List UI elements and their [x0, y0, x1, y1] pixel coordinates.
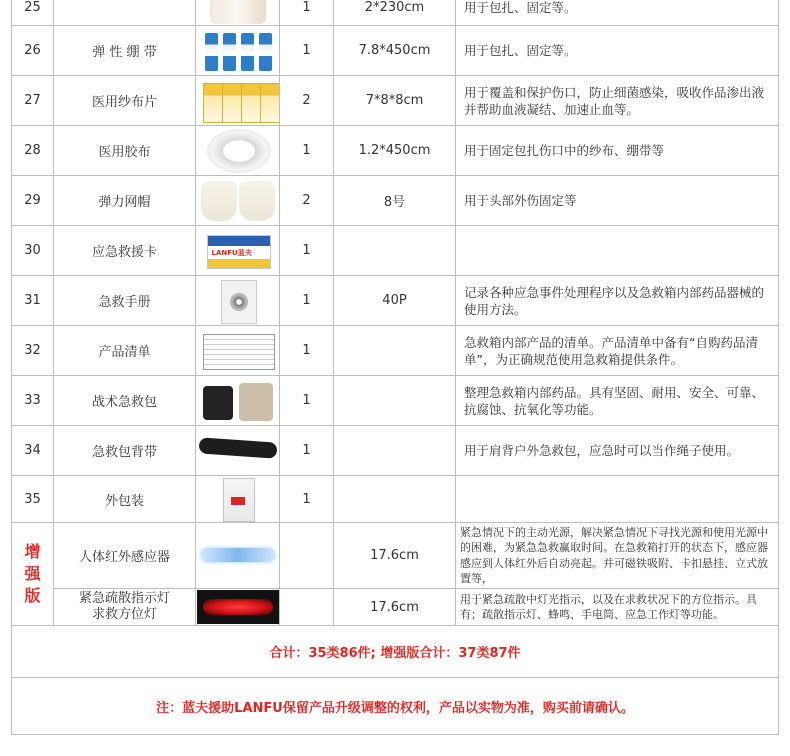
specification — [334, 376, 456, 426]
enhanced-row — [12, 523, 779, 589]
product-name: 应急救援卡 — [54, 226, 196, 276]
bandage-roll-image — [210, 0, 266, 24]
table-row — [12, 476, 779, 523]
row-number: 25 — [12, 0, 54, 26]
product-name: 医用纱布片 — [54, 76, 196, 126]
row-number: 34 — [12, 426, 54, 476]
description: 紧急情况下的主动光源，解决紧急情况下寻找光源和使用光源中的困难，为紧急急救赢取时间。在急救箱打开的状态下，感应器感应到人体红外后自动亮起。并可磁铁吸附、卡扣悬挂、立式放置等， — [456, 523, 779, 589]
product-image — [196, 376, 280, 426]
quantity — [280, 523, 334, 589]
row-number: 33 — [12, 376, 54, 426]
row-number: 31 — [12, 276, 54, 326]
product-image — [196, 126, 280, 176]
specification: 1.2*450cm — [334, 126, 456, 176]
card-logo: LANFU蓝夫 — [211, 248, 252, 257]
first-aid-manual-image — [197, 278, 279, 324]
description — [456, 476, 779, 523]
tactical-bag-image — [197, 378, 279, 424]
specification: 40P — [334, 276, 456, 326]
table-row — [12, 276, 779, 326]
elastic-net-cap-image — [197, 178, 279, 224]
table-row — [12, 26, 779, 76]
quantity: 1 — [280, 376, 334, 426]
quantity: 2 — [280, 176, 334, 226]
row-number: 35 — [12, 476, 54, 523]
product-name: 急救手册 — [54, 276, 196, 326]
quantity: 1 — [280, 326, 334, 376]
specification: 8号 — [334, 176, 456, 226]
enhanced-row — [12, 589, 779, 626]
row-number: 27 — [12, 76, 54, 126]
product-name: 战术急救包 — [54, 376, 196, 426]
enhanced-edition-label: 增 强 版 — [12, 523, 54, 626]
product-name: 人体红外感应器 — [54, 523, 196, 589]
product-list-sheet-image — [197, 328, 279, 374]
product-name: 医用胶布 — [54, 126, 196, 176]
product-name: 弹力网帽 — [54, 176, 196, 226]
quantity: 1 — [280, 226, 334, 276]
quantity: 2 — [280, 76, 334, 126]
bag-strap-image — [197, 428, 279, 474]
product-image — [196, 76, 280, 126]
specification: 17.6cm — [334, 589, 456, 626]
description: 整理急救箱内部药品。具有坚固、耐用、安全、可靠、抗腐蚀、抗氧化等功能。 — [456, 376, 779, 426]
table-row — [12, 326, 779, 376]
table-row — [12, 176, 779, 226]
product-image — [196, 426, 280, 476]
row-number: 32 — [12, 326, 54, 376]
table-row — [12, 0, 779, 26]
specification — [334, 226, 456, 276]
quantity: 1 — [280, 476, 334, 523]
table-row — [12, 226, 779, 276]
product-image — [196, 476, 280, 523]
product-name: 产品清单 — [54, 326, 196, 376]
row-number: 26 — [12, 26, 54, 76]
quantity — [280, 589, 334, 626]
quantity: 1 — [280, 276, 334, 326]
infrared-sensor-light-image — [197, 538, 279, 574]
quantity: 1 — [280, 426, 334, 476]
specification: 17.6cm — [334, 523, 456, 589]
quantity: 1 — [280, 0, 334, 26]
total-summary: 合计：35类86件; 增强版合计：37类87件 — [12, 626, 779, 678]
product-name: 弹 性 绷 带 — [54, 26, 196, 76]
description: 用于覆盖和保护伤口，防止细菌感染，吸收作品渗出液并帮助血液凝结、加速止血等。 — [456, 76, 779, 126]
total-row — [12, 626, 779, 678]
specification — [334, 326, 456, 376]
product-list-table — [11, 0, 779, 735]
specification: 7*8*8cm — [334, 76, 456, 126]
product-image — [196, 176, 280, 226]
product-image — [196, 326, 280, 376]
product-name: 紧急疏散指示灯 求救方位灯 — [54, 589, 196, 626]
specification: 2*230cm — [334, 0, 456, 26]
product-name — [54, 0, 196, 26]
note-row — [12, 678, 779, 735]
product-image — [196, 226, 280, 276]
table-row — [12, 76, 779, 126]
table-row — [12, 126, 779, 176]
row-number: 28 — [12, 126, 54, 176]
product-image — [196, 523, 280, 589]
product-name: 急救包背带 — [54, 426, 196, 476]
product-image — [196, 589, 280, 626]
row-number: 30 — [12, 226, 54, 276]
specification — [334, 426, 456, 476]
specification: 7.8*450cm — [334, 26, 456, 76]
description: 用于固定包扎伤口中的纱布、绷带等 — [456, 126, 779, 176]
description: 用于头部外伤固定等 — [456, 176, 779, 226]
description: 急救箱内部产品的清单。产品清单中备有“自购药品清单”，为正确规范使用急救箱提供条件。 — [456, 326, 779, 376]
quantity: 1 — [280, 26, 334, 76]
rescue-card-image — [197, 231, 279, 271]
description: 用于包扎、固定等。 — [456, 0, 779, 26]
description: 用于肩背户外急救包，应急时可以当作绳子使用。 — [456, 426, 779, 476]
description: 用于紧急疏散中灯光指示，以及在求救状况下的方位指示。具有；疏散指示灯、蜂鸣、手电筒、应急工作灯等功能。 — [456, 589, 779, 626]
description — [456, 226, 779, 276]
disclaimer-note: 注：蓝夫援助LANFU保留产品升级调整的权利，产品以实物为准，购买前请确认。 — [12, 678, 779, 735]
table-row — [12, 426, 779, 476]
medical-tape-image — [197, 127, 279, 175]
evacuation-light-image — [197, 590, 279, 624]
specification — [334, 476, 456, 523]
description: 记录各种应急事件处理程序以及急救箱内部药品器械的使用方法。 — [456, 276, 779, 326]
table-row — [12, 376, 779, 426]
quantity: 1 — [280, 126, 334, 176]
product-name: 外包装 — [54, 476, 196, 523]
elastic-bandage-image — [197, 29, 279, 73]
outer-package-image — [197, 476, 279, 522]
product-image — [196, 276, 280, 326]
description: 用于包扎、固定等。 — [456, 26, 779, 76]
gauze-pad-image — [197, 79, 279, 123]
product-image — [196, 0, 280, 26]
row-number: 29 — [12, 176, 54, 226]
product-image — [196, 26, 280, 76]
